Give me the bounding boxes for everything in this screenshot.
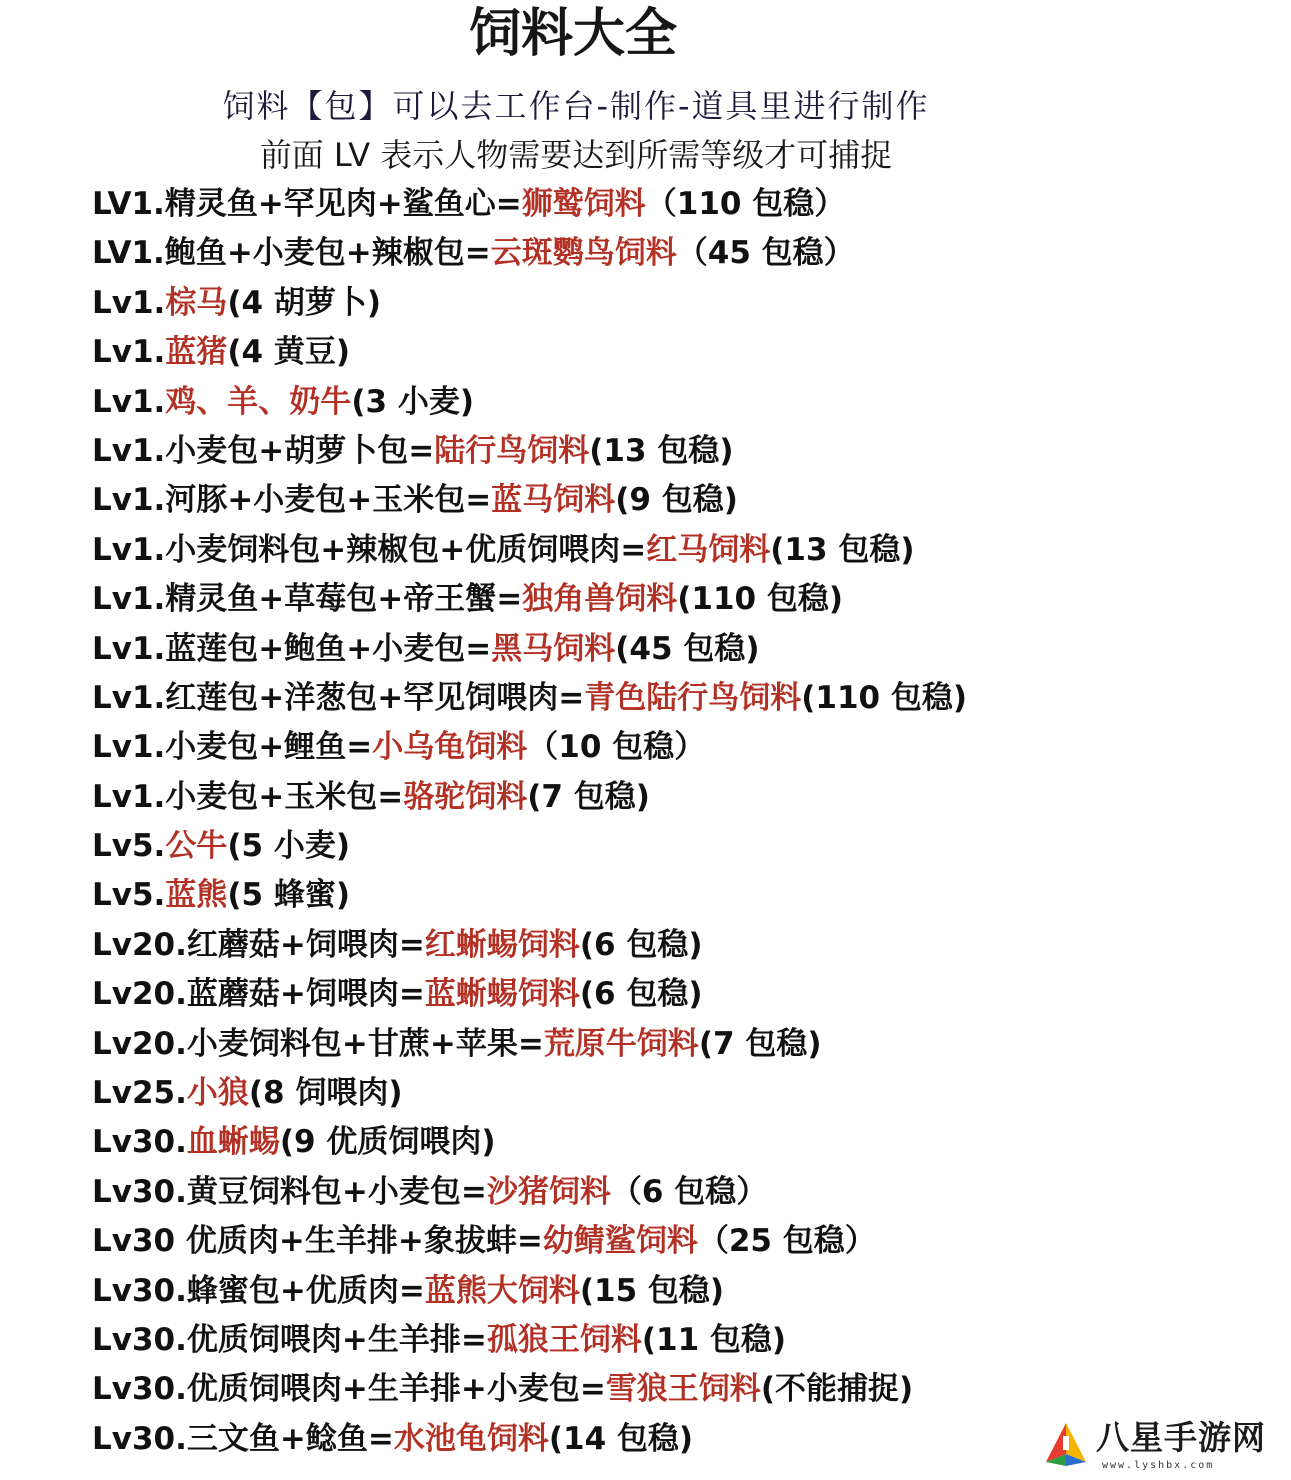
recipe-text: (110 包稳): [677, 581, 844, 618]
recipe-text: (6 包稳): [579, 976, 703, 1013]
feed-name-highlight: 孤狼王饲料: [486, 1321, 642, 1358]
recipe-line: [92, 1218, 1232, 1267]
recipe-line: [92, 1070, 1232, 1119]
feed-name-highlight: 沙猪饲料: [486, 1173, 611, 1210]
recipe-text: (4 黄豆): [227, 334, 351, 371]
feed-name-highlight: 黑马饲料: [491, 630, 616, 667]
recipe-text: (7 包稳): [527, 778, 650, 815]
recipe-text: LV1.精灵鱼+罕见肉+鲨鱼心=: [92, 186, 522, 222]
recipe-text: (6 包稳): [579, 926, 703, 963]
feed-name-highlight: 雪狼王饲料: [605, 1371, 761, 1408]
recipe-text: Lv1.: [92, 383, 166, 420]
recipe-text: Lv30.优质饲喂肉+生羊排+小麦包=: [92, 1371, 606, 1408]
recipe-text: (13 包稳): [589, 432, 734, 469]
recipe-line: [92, 576, 1232, 625]
recipe-text: Lv30.黄豆饲料包+小麦包=: [92, 1173, 487, 1210]
recipe-text: (5 小麦): [227, 828, 351, 865]
feed-name-highlight: 红蜥蜴饲料: [424, 926, 580, 963]
recipe-line: [92, 1021, 1232, 1070]
recipe-text: (15 包稳): [579, 1272, 725, 1309]
recipe-text: Lv1.小麦饲料包+辣椒包+优质饲喂肉=: [92, 531, 647, 568]
recipe-line: [92, 774, 1232, 823]
recipe-text: Lv1.小麦包+胡萝卜包=: [92, 432, 435, 469]
recipe-line: [92, 280, 1232, 329]
recipe-text: (110 包稳): [801, 679, 968, 716]
recipe-text: （110 包稳）: [645, 186, 846, 222]
recipe-line: [92, 428, 1232, 477]
recipe-line: [92, 1268, 1232, 1317]
recipe-text: Lv30.蜂蜜包+优质肉=: [92, 1272, 425, 1309]
recipe-line: [92, 329, 1232, 378]
feed-name-highlight: 狮鹫饲料: [521, 186, 646, 222]
recipe-text: (8 饲喂肉): [248, 1075, 403, 1112]
recipe-line: [92, 477, 1232, 526]
recipe-line: [92, 675, 1232, 724]
recipe-text: Lv20.蓝蘑菇+饲喂肉=: [92, 976, 425, 1013]
recipe-text: Lv20.小麦饲料包+甘蔗+苹果=: [92, 1025, 544, 1062]
recipe-text: (45 包稳): [615, 630, 760, 667]
recipe-line: [92, 230, 1232, 279]
recipe-text: Lv1.小麦包+鲤鱼=: [92, 729, 373, 766]
feed-name-highlight: 幼鲭鲨饲料: [542, 1223, 698, 1260]
feed-name-highlight: 公牛: [165, 828, 228, 865]
recipe-text: Lv1.红莲包+洋葱包+罕见饲喂肉=: [92, 679, 585, 716]
feed-name-highlight: 陆行鸟饲料: [434, 432, 590, 469]
recipe-line: [92, 1317, 1232, 1366]
recipe-line: [92, 1119, 1232, 1168]
subtitle-level-note: 前面 LV 表示人物需要达到所需等级才可捕捉: [259, 136, 893, 174]
recipe-text: Lv30.: [92, 1124, 187, 1161]
feed-name-highlight: 蓝熊: [165, 877, 228, 914]
feed-name-highlight: 小乌龟饲料: [372, 729, 528, 766]
recipe-text: (5 蜂蜜): [227, 877, 351, 914]
feed-name-highlight: 棕马: [165, 284, 228, 321]
recipe-line: [92, 626, 1232, 675]
recipe-text: (3 小麦): [351, 383, 475, 420]
feed-name-highlight: 蓝猪: [165, 334, 228, 371]
recipe-text: (7 包稳): [698, 1025, 822, 1062]
page-title: 饲料大全: [468, 4, 677, 64]
recipe-text: Lv20.红蘑菇+饲喂肉=: [92, 926, 425, 963]
feed-name-highlight: 小狼: [186, 1075, 249, 1112]
recipe-line: [92, 971, 1232, 1020]
feed-name-highlight: 蓝马饲料: [491, 482, 616, 519]
recipe-line: [92, 1366, 1232, 1415]
recipe-text: Lv25.: [92, 1075, 187, 1112]
site-watermark: [1042, 1418, 1282, 1476]
feed-name-highlight: 蓝熊大饲料: [424, 1272, 580, 1309]
recipe-text: (不能捕捉): [760, 1371, 914, 1408]
recipe-text: （25 包稳）: [697, 1223, 876, 1260]
recipe-line: [92, 823, 1232, 872]
recipe-text: Lv30 优质肉+生羊排+象拔蚌=: [92, 1223, 543, 1260]
feed-name-highlight: 云斑鹦鸟饲料: [490, 235, 677, 272]
recipe-text: (11 包稳): [641, 1321, 787, 1358]
recipe-line: [92, 1169, 1232, 1218]
feed-name-highlight: 血蜥蜴: [186, 1124, 280, 1161]
colorful-triangle-logo-icon: [1042, 1420, 1090, 1468]
recipe-text: Lv5.: [92, 828, 166, 865]
subtitle-crafting-note: 饲料【包】可以去工作台-制作-道具里进行制作: [222, 87, 930, 125]
recipe-text: Lv5.: [92, 877, 166, 914]
recipe-line: [92, 724, 1232, 773]
recipe-line: [92, 527, 1232, 576]
recipe-text: Lv1.精灵鱼+草莓包+帝王蟹=: [92, 581, 523, 618]
recipe-text: (9 优质饲喂肉): [279, 1124, 496, 1161]
recipe-line: [92, 872, 1232, 921]
feed-name-highlight: 鸡、羊、奶牛: [165, 383, 352, 420]
feed-name-highlight: 骆驼饲料: [403, 778, 528, 815]
feed-name-highlight: 蓝蜥蜴饲料: [424, 976, 580, 1013]
feed-recipe-list: [92, 181, 1232, 1465]
watermark-site-name: 八星手游网: [1096, 1418, 1266, 1457]
recipe-text: Lv30.三文鱼+鲶鱼=: [92, 1420, 394, 1457]
feed-name-highlight: 荒原牛饲料: [543, 1025, 699, 1062]
recipe-line: [92, 181, 1232, 230]
recipe-text: (4 胡萝卜): [227, 284, 382, 321]
recipe-text: Lv1.河豚+小麦包+玉米包=: [92, 482, 492, 519]
recipe-text: Lv1.蓝莲包+鲍鱼+小麦包=: [92, 630, 492, 667]
recipe-text: (9 包稳): [615, 482, 738, 519]
feed-name-highlight: 水池龟饲料: [393, 1420, 549, 1457]
feed-name-highlight: 红马饲料: [646, 531, 771, 568]
watermark-url: www.lyshbx.com: [1102, 1460, 1215, 1471]
recipe-text: （45 包稳）: [676, 235, 855, 272]
recipe-text: (13 包稳): [770, 531, 915, 568]
recipe-text: （6 包稳）: [610, 1173, 768, 1210]
recipe-text: Lv1.小麦包+玉米包=: [92, 778, 404, 815]
feed-name-highlight: 独角兽饲料: [522, 581, 678, 618]
recipe-text: LV1.鲍鱼+小麦包+辣椒包=: [92, 235, 491, 272]
recipe-text: (14 包稳): [548, 1420, 694, 1457]
recipe-line: [92, 922, 1232, 971]
recipe-text: Lv1.: [92, 334, 166, 371]
recipe-text: （10 包稳）: [527, 729, 706, 766]
feed-name-highlight: 青色陆行鸟饲料: [584, 679, 802, 716]
recipe-line: [92, 379, 1232, 428]
recipe-text: Lv30.优质饲喂肉+生羊排=: [92, 1321, 487, 1358]
recipe-text: Lv1.: [92, 284, 166, 321]
